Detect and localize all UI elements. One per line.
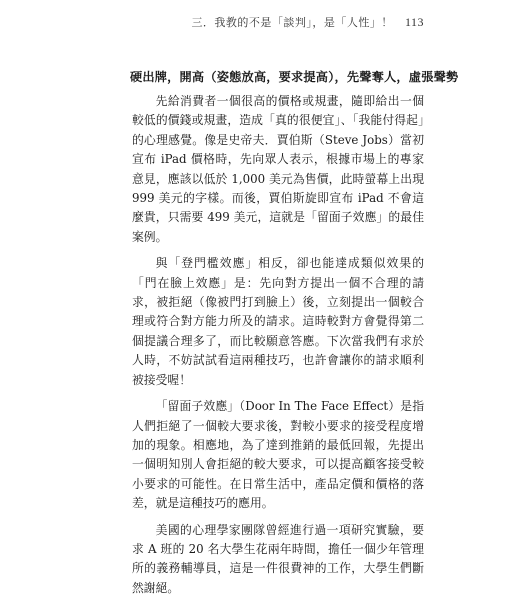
page-body	[130, 68, 459, 598]
running-header	[191, 14, 424, 30]
page-number: 113	[404, 15, 424, 29]
paragraph-1: 先給消費者一個很高的價格或規畫，隨即給出一個較低的價錢或規畫，造成「真的很便宜」、「我能付得起」的心理感覺。像是史帝夫．賈伯斯（Steve Jobs）當初宣布 iPad 價格時，先向眾人表示，根據市場上的專家意見，應該以低於 1,000 美元為售價，此時螢幕上出現 999 美元的字樣。而後，賈伯斯旋即宣布 iPad 不會這麼貴，只需要 499 美元，這就是「留面子效應」的最佳案例。	[132, 94, 424, 244]
paragraph-4: 美國的心理學家團隊曾經進行過一項研究實驗，要求 A 班的 20 名大學生花兩年時間，擔任一個少年管理所的義務輔導員，這是一件很費神的工作，大學生們斷然謝絕。	[132, 522, 424, 595]
running-title: 三．我教的不是「談判」，是「人性」！	[191, 16, 393, 29]
section-heading: 硬出牌，開高（姿態放高，要求提高），先聲奪人，虛張聲勢	[130, 70, 459, 84]
paragraph-3: 「留面子效應」（Door In The Face Effect）是指人們拒絕了一個較大要求後，對較小要求的接受程度增加的現象。相應地，為了達到推銷的最低回報，先提出一個明知別人會拒絕的較大要求，可以提高顧客接受較小要求的可能性。在日常生活中，產品定價和價格的落差，就是這種技巧的應用。	[132, 399, 424, 511]
paragraph-2: 與「登門檻效應」相反，卻也能達成類似效果的「門在臉上效應」是：先向對方提出一個不合理的請求，被拒絕（像被門打到臉上）後，立刻提出一個較合理或符合對方能力所及的請求。這時較對方會覺得第二個提議合理多了，而比較願意答應。下次當我們有求於人時，不妨試試看這兩種技巧，也許會讓你的請求順利被接受喔！	[132, 256, 424, 387]
